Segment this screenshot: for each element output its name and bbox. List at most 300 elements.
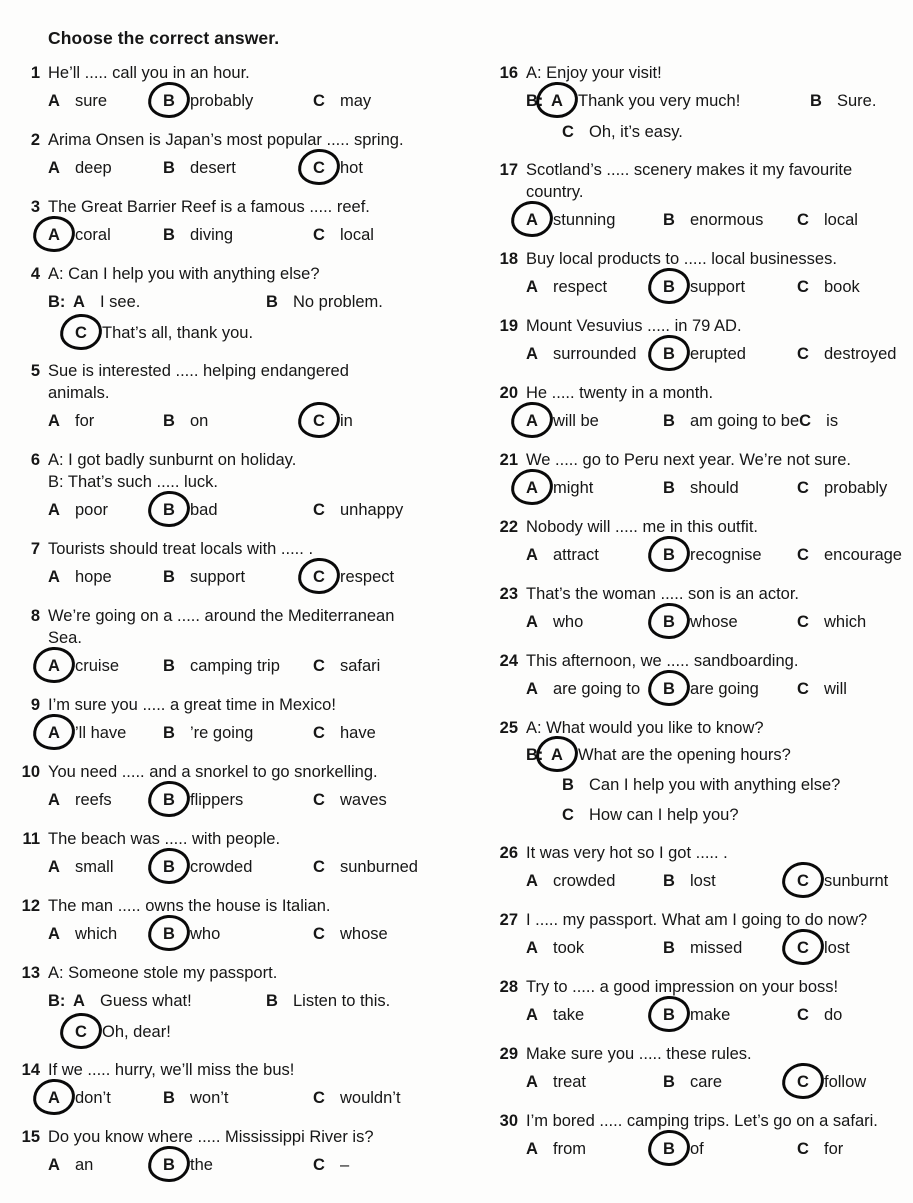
option-text: from	[553, 1139, 586, 1158]
option-letter: C	[797, 344, 809, 363]
questions-columns	[0, 62, 913, 1193]
question-26	[490, 842, 913, 896]
question-7	[12, 538, 456, 592]
question-2-option-b[interactable]	[163, 159, 313, 178]
question-21-option-a[interactable]	[526, 479, 663, 498]
question-body	[526, 159, 913, 235]
question-number: 25	[499, 719, 518, 737]
circled-answer-letter: B	[163, 501, 178, 520]
question-17-option-a[interactable]	[526, 211, 663, 230]
option-letter: A	[526, 612, 538, 631]
option-text: erupted	[690, 344, 746, 363]
question-11-option-a[interactable]	[48, 858, 163, 877]
options-row	[526, 540, 913, 570]
question-21-option-c[interactable]	[797, 479, 887, 498]
question-4	[12, 263, 456, 347]
option-text: small	[75, 857, 114, 876]
question-text: I’m sure you ..... a great time in Mexico!	[48, 696, 336, 714]
question-body	[48, 761, 456, 815]
question-18	[490, 248, 913, 302]
question-9-option-a[interactable]	[48, 724, 163, 743]
question-20-option-a[interactable]	[526, 412, 663, 431]
question-body	[48, 895, 456, 949]
option-text: an	[75, 1155, 94, 1174]
circled-answer-letter: C	[797, 1073, 812, 1092]
option-letter: A	[526, 1139, 538, 1158]
question-number: 6	[30, 451, 40, 469]
option-text: probably	[824, 478, 888, 497]
question-23-option-a[interactable]	[526, 613, 663, 632]
option-text: might	[553, 478, 594, 497]
question-24-option-b[interactable]	[663, 680, 797, 699]
option-text: What are the opening hours?	[578, 745, 791, 764]
option-letter: B	[663, 1072, 675, 1091]
question-7-option-c[interactable]	[313, 568, 394, 587]
option-text: How can I help you?	[589, 805, 739, 824]
question-text: He’ll ..... call you in an hour.	[48, 64, 250, 82]
question-number: 5	[30, 362, 40, 380]
option-letter: A	[73, 292, 85, 311]
option-letter: C	[313, 1088, 325, 1107]
option-text: bad	[190, 500, 218, 519]
circled-answer-letter: A	[551, 746, 566, 765]
question-text: A: What would you like to know?	[526, 719, 764, 737]
question-number: 27	[499, 911, 518, 929]
question-4-option-b[interactable]	[266, 293, 383, 312]
option-text: support	[190, 567, 246, 586]
options-row	[48, 495, 456, 525]
question-30-option-b[interactable]	[663, 1140, 797, 1159]
option-text: respect	[553, 277, 608, 296]
question-body	[526, 650, 913, 704]
question-body	[526, 909, 913, 963]
options-row	[48, 153, 456, 183]
option-letter: B	[663, 871, 675, 890]
option-text: missed	[690, 938, 743, 957]
option-letter: C	[313, 91, 325, 110]
option-text: reefs	[75, 790, 112, 809]
question-text: Sue is interested ..... helping endangered	[48, 362, 349, 380]
question-8-option-b[interactable]	[163, 657, 313, 676]
question-12-option-c[interactable]	[313, 925, 388, 944]
question-15-option-a[interactable]	[48, 1156, 163, 1175]
question-13-option-c[interactable]	[75, 1023, 171, 1042]
option-text: local	[824, 210, 858, 229]
option-text: respect	[340, 567, 395, 586]
question-23-option-b[interactable]	[663, 613, 797, 632]
options-row	[48, 919, 456, 949]
question-text: Do you know where ..... Mississippi River is?	[48, 1128, 374, 1146]
question-number: 26	[499, 844, 518, 862]
question-25	[490, 717, 913, 829]
option-text: camping trip	[190, 656, 280, 675]
dialogue-speaker-label: B:	[526, 91, 544, 110]
dialogue-speaker-label: B:	[526, 745, 544, 764]
question-14-option-a[interactable]	[48, 1089, 163, 1108]
option-text: who	[553, 612, 584, 631]
question-8	[12, 605, 456, 681]
question-19-option-b[interactable]	[663, 345, 797, 364]
option-text: am going to be	[690, 411, 800, 430]
circled-answer-letter: B	[663, 1140, 678, 1159]
question-body	[48, 360, 456, 436]
options-row	[526, 86, 913, 116]
question-number: 13	[21, 964, 40, 982]
option-text: No problem.	[293, 292, 383, 311]
question-text: We ..... go to Peru next year. We’re not sure.	[526, 451, 851, 469]
option-text: local	[340, 225, 374, 244]
option-text: waves	[340, 790, 387, 809]
question-1-option-a[interactable]	[48, 92, 163, 111]
option-letter: A	[526, 871, 538, 890]
question-6-option-b[interactable]	[163, 501, 313, 520]
question-number: 10	[21, 763, 40, 781]
option-text: I see.	[100, 292, 141, 311]
question-18-option-c[interactable]	[797, 278, 860, 297]
question-24-option-c[interactable]	[797, 680, 847, 699]
option-letter: B	[163, 567, 175, 586]
question-12-option-a[interactable]	[48, 925, 163, 944]
question-16-option-c[interactable]	[562, 123, 683, 142]
option-text: That’s all, thank you.	[102, 323, 254, 342]
option-text: support	[690, 277, 746, 296]
question-text: It was very hot so I got ..... .	[526, 844, 728, 862]
option-letter: A	[526, 545, 538, 564]
question-text: That’s the woman ..... son is an actor.	[526, 585, 799, 603]
option-text: do	[824, 1005, 843, 1024]
options-row	[526, 866, 913, 896]
question-text: He ..... twenty in a month.	[526, 384, 714, 402]
question-3-option-b[interactable]	[163, 226, 313, 245]
question-text: animals.	[48, 384, 110, 402]
question-body	[48, 1059, 456, 1113]
question-10-option-b[interactable]	[163, 791, 313, 810]
question-19-option-c[interactable]	[797, 345, 896, 364]
option-text: desert	[190, 158, 236, 177]
question-18-option-a[interactable]	[526, 278, 663, 297]
question-6-option-a[interactable]	[48, 501, 163, 520]
question-28-option-c[interactable]	[797, 1006, 842, 1025]
option-letter: C	[562, 122, 574, 141]
question-10-option-a[interactable]	[48, 791, 163, 810]
circled-answer-letter: B	[663, 278, 678, 297]
option-text: took	[553, 938, 585, 957]
question-22-option-c[interactable]	[797, 546, 902, 565]
question-1-option-b[interactable]	[163, 92, 313, 111]
question-1-option-c[interactable]	[313, 92, 371, 111]
option-text: will be	[553, 411, 599, 430]
question-number: 11	[22, 830, 40, 848]
question-5-option-c[interactable]	[313, 412, 353, 431]
circled-answer-letter: B	[163, 858, 178, 877]
circled-answer-letter: B	[663, 613, 678, 632]
question-29-option-c[interactable]	[797, 1073, 866, 1092]
question-text: A: Can I help you with anything else?	[48, 265, 320, 283]
questions-column-left	[12, 62, 456, 1193]
question-number: 16	[499, 64, 518, 82]
question-2	[12, 129, 456, 183]
question-30-option-c[interactable]	[797, 1140, 843, 1159]
option-text: in	[340, 411, 353, 430]
option-text: Listen to this.	[293, 991, 391, 1010]
circled-answer-letter: A	[48, 226, 63, 245]
question-11-option-b[interactable]	[163, 858, 313, 877]
question-17-option-c[interactable]	[797, 211, 858, 230]
options-row	[526, 933, 913, 963]
questions-column-right	[456, 62, 913, 1193]
question-7-option-b[interactable]	[163, 568, 313, 587]
question-2-option-a[interactable]	[48, 159, 163, 178]
question-26-option-a[interactable]	[526, 872, 663, 891]
option-text: whose	[340, 924, 388, 943]
options-row	[526, 1000, 913, 1030]
question-number: 17	[499, 161, 518, 179]
question-2-option-c[interactable]	[313, 159, 363, 178]
question-19-option-a[interactable]	[526, 345, 663, 364]
question-body	[48, 694, 456, 748]
question-14-option-b[interactable]	[163, 1089, 313, 1108]
option-text: hot	[340, 158, 363, 177]
option-text: follow	[824, 1072, 867, 1091]
question-body	[48, 62, 456, 116]
question-number: 30	[499, 1112, 518, 1130]
question-29-option-b[interactable]	[663, 1073, 797, 1092]
question-8-option-a[interactable]	[48, 657, 163, 676]
option-text: poor	[75, 500, 109, 519]
option-text: which	[824, 612, 867, 631]
question-3-option-a[interactable]	[48, 226, 163, 245]
question-7-option-a[interactable]	[48, 568, 163, 587]
question-20-option-b[interactable]	[663, 412, 799, 431]
question-9-option-c[interactable]	[313, 724, 376, 743]
question-15-option-b[interactable]	[163, 1156, 313, 1175]
option-letter: B	[562, 775, 574, 794]
question-number: 9	[30, 696, 40, 714]
dialogue-speaker-label: B:	[48, 292, 66, 311]
options-row	[526, 771, 913, 799]
question-text: We’re going on a ..... around the Mediterranean	[48, 607, 395, 625]
question-18-option-b[interactable]	[663, 278, 797, 297]
question-body	[48, 538, 456, 592]
question-body	[526, 516, 913, 570]
question-26-option-c[interactable]	[797, 872, 888, 891]
question-28-option-a[interactable]	[526, 1006, 663, 1025]
circled-answer-letter: B	[163, 92, 178, 111]
option-letter: A	[48, 411, 60, 430]
question-number: 23	[499, 585, 518, 603]
circled-answer-letter: B	[163, 791, 178, 810]
question-text: I ..... my passport. What am I going to do now?	[526, 911, 868, 929]
question-5	[12, 360, 456, 436]
options-row	[526, 339, 913, 369]
question-text: This afternoon, we ..... sandboarding.	[526, 652, 799, 670]
option-letter: C	[313, 790, 325, 809]
question-25-option-b[interactable]	[562, 776, 840, 795]
question-4-option-c[interactable]	[75, 324, 253, 343]
option-text: make	[690, 1005, 731, 1024]
option-letter: B	[266, 991, 278, 1010]
option-letter: B	[810, 91, 822, 110]
question-number: 28	[499, 978, 518, 996]
question-4-option-a[interactable]	[73, 293, 266, 312]
question-number: 22	[499, 518, 518, 536]
question-17-option-b[interactable]	[663, 211, 797, 230]
options-row	[48, 287, 456, 317]
question-16-option-a[interactable]	[551, 92, 810, 111]
question-13-option-a[interactable]	[73, 992, 266, 1011]
question-number: 7	[30, 540, 40, 558]
question-27-option-a[interactable]	[526, 939, 663, 958]
question-3-option-c[interactable]	[313, 226, 374, 245]
question-body	[526, 842, 913, 896]
options-row	[48, 1018, 456, 1046]
circled-answer-letter: B	[663, 1006, 678, 1025]
options-row	[526, 406, 913, 436]
question-22	[490, 516, 913, 570]
option-text: flippers	[190, 790, 244, 809]
option-letter: B	[163, 1088, 175, 1107]
question-16	[490, 62, 913, 146]
question-9-option-b[interactable]	[163, 724, 313, 743]
question-6-option-c[interactable]	[313, 501, 403, 520]
question-8-option-c[interactable]	[313, 657, 380, 676]
option-letter: C	[797, 1005, 809, 1024]
option-text: enormous	[690, 210, 764, 229]
option-text: crowded	[553, 871, 616, 890]
question-body	[526, 1043, 913, 1097]
question-25-option-a[interactable]	[551, 746, 791, 765]
option-letter: A	[48, 500, 60, 519]
question-3	[12, 196, 456, 250]
option-text: the	[190, 1155, 213, 1174]
question-number: 4	[30, 265, 40, 283]
option-text: lost	[824, 938, 850, 957]
options-row	[526, 801, 913, 829]
option-text: for	[824, 1139, 844, 1158]
question-25-option-c[interactable]	[562, 806, 739, 825]
option-text: –	[340, 1155, 350, 1174]
option-text: diving	[190, 225, 234, 244]
question-23	[490, 583, 913, 637]
option-text: Guess what!	[100, 991, 192, 1010]
question-27-option-b[interactable]	[663, 939, 797, 958]
question-28-option-b[interactable]	[663, 1006, 797, 1025]
option-letter: B	[663, 478, 675, 497]
option-letter: B	[663, 210, 675, 229]
question-22-option-b[interactable]	[663, 546, 797, 565]
question-text: Scotland’s ..... scenery makes it my favourite	[526, 161, 853, 179]
option-letter: A	[526, 1005, 538, 1024]
question-text: B: That’s such ..... luck.	[48, 473, 218, 491]
option-letter: B	[663, 411, 675, 430]
question-text: Sea.	[48, 629, 82, 647]
options-row	[48, 86, 456, 116]
circled-answer-letter: B	[163, 1156, 178, 1175]
option-text: are going to	[553, 679, 641, 698]
question-30-option-a[interactable]	[526, 1140, 663, 1159]
options-row	[48, 1150, 456, 1180]
page-title: Choose the correct answer.	[48, 28, 280, 48]
options-row	[48, 718, 456, 748]
option-text: unhappy	[340, 500, 404, 519]
question-10-option-c[interactable]	[313, 791, 387, 810]
options-row	[48, 852, 456, 882]
options-row	[526, 473, 913, 503]
option-text: treat	[553, 1072, 587, 1091]
question-29-option-a[interactable]	[526, 1073, 663, 1092]
question-20-option-c[interactable]	[799, 412, 838, 431]
question-body	[48, 605, 456, 681]
question-text: The Great Barrier Reef is a famous ..... reef.	[48, 198, 370, 216]
question-13-option-b[interactable]	[266, 992, 390, 1011]
question-body	[48, 1126, 456, 1180]
option-letter: A	[48, 790, 60, 809]
options-row	[48, 220, 456, 250]
question-5-option-a[interactable]	[48, 412, 163, 431]
circled-answer-letter: C	[797, 872, 812, 891]
options-row	[48, 986, 456, 1016]
question-9	[12, 694, 456, 748]
question-body	[526, 717, 913, 829]
option-text: destroyed	[824, 344, 897, 363]
question-5-option-b[interactable]	[163, 412, 313, 431]
question-24-option-a[interactable]	[526, 680, 663, 699]
option-text: take	[553, 1005, 585, 1024]
question-26-option-b[interactable]	[663, 872, 797, 891]
option-letter: C	[313, 500, 325, 519]
option-letter: A	[526, 679, 538, 698]
question-text: Mount Vesuvius ..... in 79 AD.	[526, 317, 742, 335]
question-number: 19	[499, 317, 518, 335]
option-letter: B	[163, 411, 175, 430]
option-text: book	[824, 277, 860, 296]
question-text: The beach was ..... with people.	[48, 830, 281, 848]
option-text: may	[340, 91, 372, 110]
circled-answer-letter: B	[663, 546, 678, 565]
option-text: hope	[75, 567, 112, 586]
question-body	[526, 382, 913, 436]
option-letter: C	[797, 679, 809, 698]
option-text: Can I help you with anything else?	[589, 775, 841, 794]
question-14-option-c[interactable]	[313, 1089, 401, 1108]
question-body	[48, 962, 456, 1046]
question-16-option-b[interactable]	[810, 92, 876, 111]
question-21-option-b[interactable]	[663, 479, 797, 498]
question-11-option-c[interactable]	[313, 858, 418, 877]
question-15-option-c[interactable]	[313, 1156, 349, 1175]
question-12-option-b[interactable]	[163, 925, 313, 944]
question-23-option-c[interactable]	[797, 613, 866, 632]
option-letter: C	[797, 210, 809, 229]
option-text: safari	[340, 656, 381, 675]
option-text: on	[190, 411, 209, 430]
option-text: which	[75, 924, 118, 943]
question-body	[526, 62, 913, 146]
option-letter: B	[266, 292, 278, 311]
options-row	[48, 562, 456, 592]
option-letter: A	[48, 567, 60, 586]
option-text: crowded	[190, 857, 253, 876]
question-body	[48, 129, 456, 183]
question-13	[12, 962, 456, 1046]
option-text: Sure.	[837, 91, 877, 110]
question-22-option-a[interactable]	[526, 546, 663, 565]
option-letter: A	[48, 158, 60, 177]
question-text: Tourists should treat locals with ..... .	[48, 540, 314, 558]
question-number: 3	[30, 198, 40, 216]
options-row	[526, 1134, 913, 1164]
question-27-option-c[interactable]	[797, 939, 850, 958]
